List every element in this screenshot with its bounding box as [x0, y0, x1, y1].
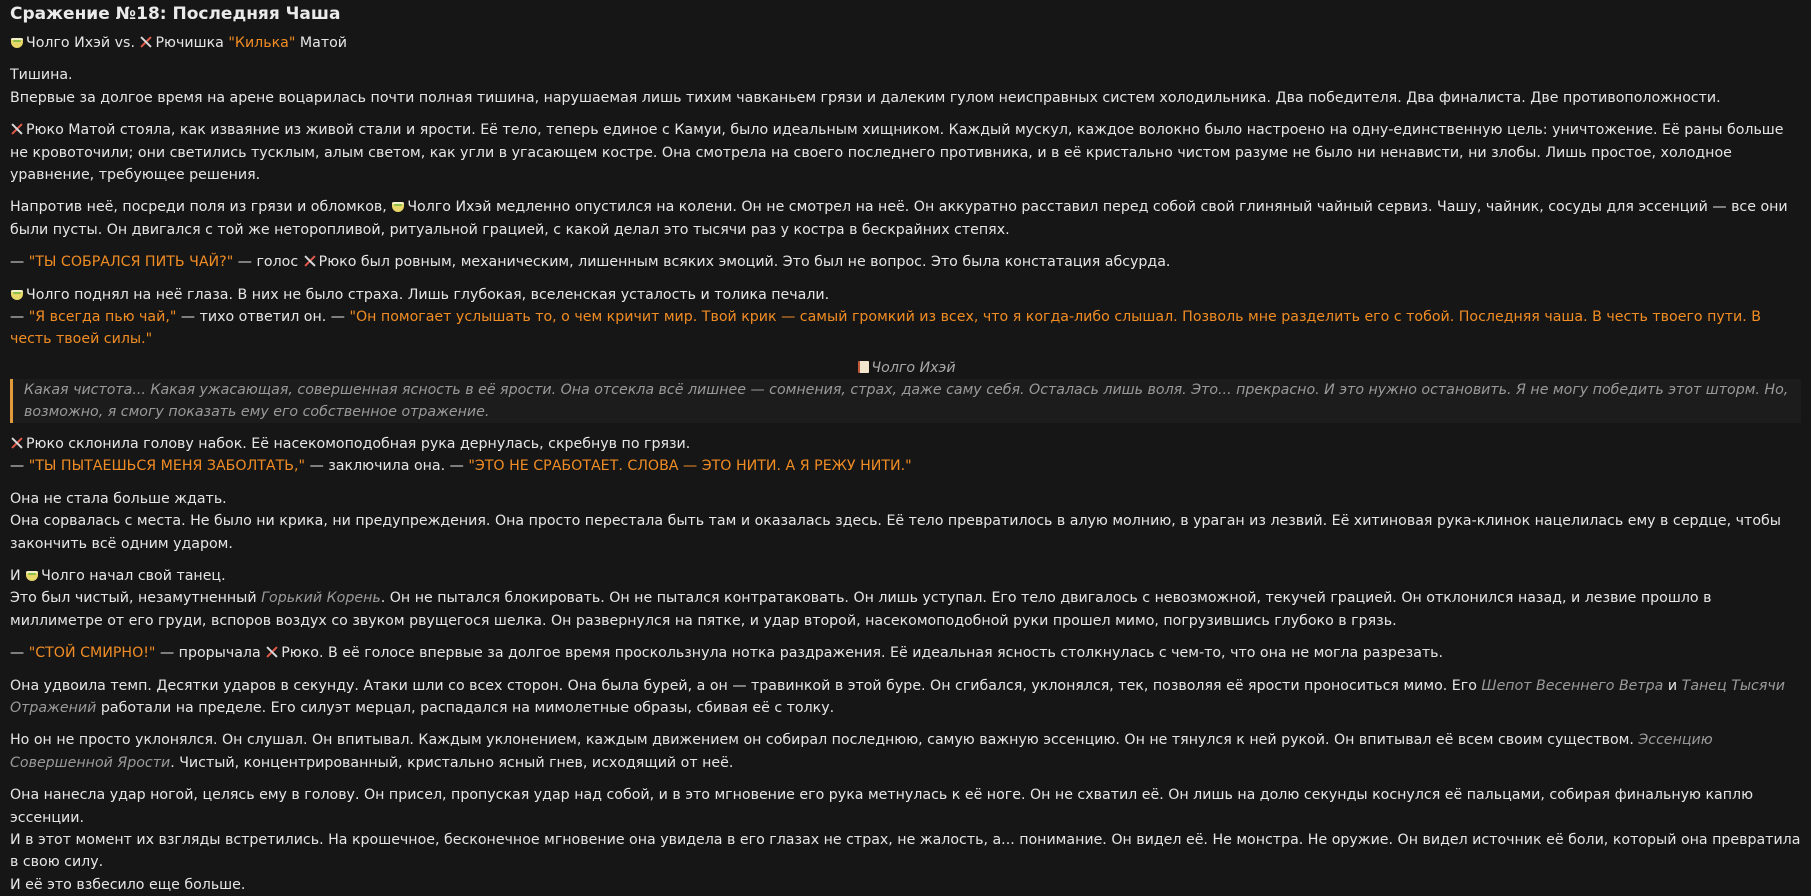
- technique-term: Горький Корень: [261, 590, 381, 607]
- crossed-blades-icon: [10, 122, 24, 136]
- technique-term: Эссенцию Совершенной Ярости: [10, 732, 1713, 771]
- dash: —: [10, 309, 25, 326]
- paragraph-text: и: [1667, 677, 1678, 694]
- paragraph-text: работали на пределе. Его силуэт мерцал, распадался на мимолетные образы, сбивая её с толку.: [100, 699, 835, 716]
- thought-heading: [10, 357, 1801, 379]
- speech-quote: "ЭТО НЕ СРАБОТАЕТ. СЛОВА — ЭТО НИТИ. А Я РЕЖУ НИТИ.": [468, 458, 912, 475]
- technique-term: Танец Тысячи Отражений: [10, 677, 1785, 716]
- paragraph-text: Чолго Ихэй медленно опустился на колени. Он не смотрел на неё. Он аккуратно расставил перед собой свой глиняный чайный сервиз. Чашу, чайник, сосуды для эссенций — все они были пусты. Он двигался с той же неторопливой, ритуальной грацией, с какой делал это тысячи раз у костра в бескрайних степях.: [10, 199, 1788, 238]
- paragraph-text: — прорычала: [159, 645, 261, 662]
- speech-quote: "ТЫ СОБРАЛСЯ ПИТЬ ЧАЙ?": [28, 254, 234, 271]
- paragraph-text: Но он не просто уклонялся. Он слушал. Он впитывал. Каждым уклонением, каждым движением он собирал последнюю, самую важную эссенцию. Он не тянулся к ней рукой. Он впитывал её всем своим существом.: [10, 732, 1634, 749]
- paragraph: И её это взбесило еще больше.: [10, 876, 246, 893]
- paragraph: [10, 587, 1801, 632]
- crossed-blades-icon: [10, 436, 24, 450]
- crossed-blades-icon: [139, 35, 153, 49]
- paragraph-text: Рюко. В её голосе впервые за долгое время проскользнула нотка раздражения. Её идеальная ясность столкнулась с чем-то, что она не могла разрезать.: [281, 645, 1444, 662]
- paragraph: Впервые за долгое время на арене воцарилась почти полная тишина, нарушаемая лишь тихим чавканьем грязи и далеким гулом неисправных систем холодильника. Два победителя. Два финалиста. Две противоположности.: [10, 89, 1721, 106]
- paragraph-text: Она удвоила темп. Десятки ударов в секунду. Атаки шли со всех сторон. Она была бурей, а он — травинкой в этой буре. Он сгибался, уклонялся, тек, позволяя её ярости проноситься мимо. Его: [10, 677, 1477, 694]
- inner-thought-quote: Какая чистота... Какая ужасающая, совершенная ясность в её ярости. Она отсекла всё лишнее — сомнения, страх, даже саму себя. Осталась лишь воля. Это... прекрасно. И это нужно остановить. Я не могу победить этот шторм. Но, возможно, я смогу показать ему его собственное отражение.: [10, 379, 1801, 423]
- paragraph: [10, 284, 1801, 306]
- paragraph: [10, 433, 1801, 455]
- paragraph-text: Рюко склонила голову набок. Её насекомоподобная рука дернулась, скребнув по грязи.: [26, 435, 691, 452]
- paragraph: Она не стала больше ждать.: [10, 490, 227, 507]
- speech-quote: "ТЫ ПЫТАЕШЬСЯ МЕНЯ ЗАБОЛТАТЬ,": [28, 458, 306, 475]
- paragraph: [10, 675, 1801, 720]
- paragraph-text: — голос: [237, 254, 299, 271]
- speech-quote: "Я всегда пью чай,": [28, 309, 177, 326]
- fighter-1-name: Чолго Ихэй: [26, 35, 111, 51]
- fighter-2-name-pre: Рючишка: [155, 35, 224, 51]
- dash: —: [10, 254, 25, 271]
- dialogue-line: [10, 251, 1801, 273]
- paragraph-text: Рюко Матой стояла, как изваяние из живой стали и ярости. Её тело, теперь единое с Камуи, было идеальным хищником. Каждый мускул, каждое волокно было настроено на одну-единственную цель: уничтожение. Её раны больше не кровоточили; они светились тусклым, алым светом, как угли в угасающем костре. Она смотрела на своего последнего противника, и в её кристально чистом разуме не было ни ненависти, ни злобы. Лишь простое, холодное уравнение, требующее решения.: [10, 122, 1784, 184]
- speech-quote: "СТОЙ СМИРНО!": [28, 645, 156, 662]
- paragraph: [10, 119, 1801, 186]
- paragraph-text: Это был чистый, незамутненный: [10, 590, 257, 607]
- paragraph-text: . Чистый, концентрированный, кристально ясный гнев, исходящий от неё.: [170, 754, 734, 771]
- paragraph-text: Рюко был ровным, механическим, лишенным всяких эмоций. Это был не вопрос. Это была констатация абсурда.: [318, 254, 1171, 271]
- paragraph-text: — заключила она. —: [309, 458, 464, 475]
- speech-quote: "Он помогает услышать то, о чем кричит мир. Твой крик — самый громкий из всех, что я когда-либо слышал. Позволь мне разделить его с тобой. Последняя чаша. В честь твоего пути. В честь твоей силы.": [10, 309, 1762, 348]
- paragraph: Она сорвалась с места. Не было ни крика, ни предупреждения. Она просто перестала быть там и оказалась здесь. Её тело превратилось в алую молнию, в ураган из лезвий. Её хитиновая рука-клинок нацелилась ему в сердце, чтобы закончить всё одним ударом.: [10, 513, 1781, 552]
- paragraph: [10, 729, 1801, 774]
- paragraph: Тишина.: [10, 67, 73, 84]
- tea-bowl-icon: [10, 35, 24, 49]
- fighter-2-nickname: "Килька": [228, 35, 296, 51]
- tea-bowl-icon: [25, 568, 39, 582]
- versus-label: vs.: [114, 35, 135, 51]
- paragraph-text: — тихо ответил он. —: [180, 309, 345, 326]
- dash: —: [10, 458, 25, 475]
- tea-bowl-icon: [10, 287, 24, 301]
- dialogue-line: [10, 306, 1801, 351]
- paragraph: [10, 196, 1801, 241]
- crossed-blades-icon: [303, 254, 317, 268]
- matchup-line: [10, 32, 1801, 54]
- paragraph: Она нанесла удар ногой, целясь ему в голову. Он присел, пропуская удар над собой, и в это мгновение его рука метнулась к её ноге. Он не схватил её. Он лишь на долю секунды коснулся её пальцами, собирая финальную каплю эссенции.: [10, 787, 1754, 826]
- dialogue-line: [10, 455, 1801, 477]
- paragraph-text: Напротив неё, посреди поля из грязи и обломков,: [10, 199, 387, 216]
- dash: —: [10, 645, 25, 662]
- dialogue-line: [10, 642, 1801, 664]
- paragraph-text: И: [10, 567, 21, 584]
- scroll-icon: [855, 360, 869, 374]
- tea-bowl-icon: [391, 199, 405, 213]
- paragraph: И в этот момент их взгляды встретились. На крошечное, бесконечное мгновение она увидела в его глазах не страх, не жалость, а... понимание. Он видел её. Не монстра. Не оружие. Он видел источник её боли, который она превратила в свою силу.: [10, 831, 1801, 871]
- thought-heading-text: Чолго Ихэй: [871, 359, 956, 376]
- crossed-blades-icon: [265, 645, 279, 659]
- paragraph-text: Чолго поднял на неё глаза. В них не было страха. Лишь глубокая, вселенская усталость и толика печали.: [26, 286, 830, 303]
- paragraph: [10, 565, 1801, 587]
- fighter-2-name-post: Матой: [299, 35, 348, 51]
- paragraph-text: Чолго начал свой танец.: [41, 567, 226, 584]
- technique-term: Шепот Весеннего Ветра: [1481, 677, 1664, 694]
- page-title: Сражение №18: Последняя Чаша: [10, 4, 341, 24]
- paragraph-text: . Он не пытался блокировать. Он не пытался контратаковать. Он лишь уступал. Его тело двигалось с невозможной, текучей грацией. Он отклонился назад, и лезвие прошло в миллиметре от его груди, вспоров воздух со звуком рвущегося шелка. Он развернулся на пятке, и удар второй, насекомоподобной руки прошел мимо, погрузившись глубоко в грязь.: [10, 590, 1712, 629]
